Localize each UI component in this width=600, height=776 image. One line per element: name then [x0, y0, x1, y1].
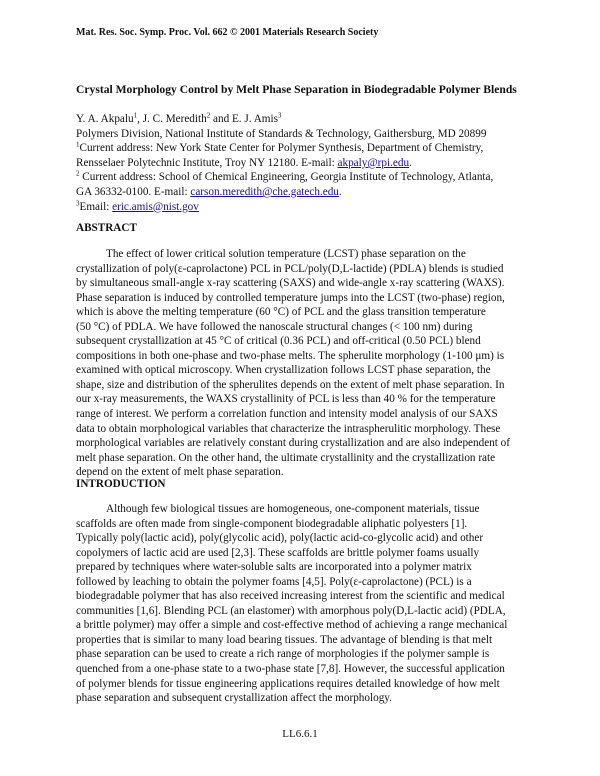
affiliation-2-cont: [76, 185, 546, 200]
abstract-line: shape, size and distribution of the spherulites depends on the extent of melt phase separation. In: [76, 378, 505, 391]
abstract-line: compositions in both one-phase and two-phase melts. The spherulite morphology (1-100 μm) is: [76, 349, 505, 362]
paper-title: Crystal Morphology Control by Melt Phase Separation in Biodegradable Polymer Blends: [76, 83, 517, 96]
affiliation-1: [76, 141, 546, 156]
introduction-line: quenched from a one-phase state to a two-phase state [7,8]. However, the successful application: [76, 663, 505, 676]
affiliation-2-sup: 2: [76, 169, 80, 178]
introduction-line: communities [1,6]. Blending PCL (an elastomer) with amorphous poly(D,L-lactic acid) (PDLA,: [76, 604, 506, 617]
abstract-line: crystallization of poly(ε-caprolactone) PCL in PCL/poly(D,L-lactide) (PDLA) blends is studied: [76, 262, 504, 275]
affiliation-1-text: Current address: New York State Center for Polymer Synthesis, Department of Chemistry,: [79, 142, 484, 155]
introduction-line: followed by leaching to obtain the polymer foams [4,5]. Poly(ε-caprolactone) (PCL) is a: [76, 575, 472, 588]
author-2-sup: 2: [206, 111, 211, 120]
introduction-heading: INTRODUCTION: [76, 478, 166, 490]
abstract-line: Phase separation is induced by controlled temperature jumps into the LCST (two-phase) region,: [76, 291, 505, 304]
abstract-line: by simultaneous small-angle x-ray scattering (SAXS) and wide-angle x-ray scattering (WAXS).: [76, 277, 505, 290]
author-line: [76, 112, 546, 127]
abstract-line: The effect of lower critical solution temperature (LCST) phase separation on the: [106, 248, 466, 260]
abstract-line: our x-ray measurements, the WAXS crystallinity of PCL is less than 40 % for the temperature: [76, 393, 496, 406]
author-1: Y. A. Akpalu: [76, 113, 134, 125]
affiliation-1-sup: 1: [76, 140, 80, 149]
introduction-body: [76, 502, 534, 706]
introduction-line: Typically poly(lactic acid), poly(glycolic acid), poly(lactic acid-co-glycolic acid) and other: [76, 532, 484, 545]
introduction-line: phase separation can be used to create a rich range of morphologies if the polymer sample is: [76, 648, 490, 661]
author-2: , J. C. Meredith: [137, 113, 207, 125]
abstract-line: examined with optical microscopy. When crystallization follows LCST phase separation, the: [76, 364, 491, 377]
email-link-meredith[interactable]: carson.meredith@che.gatech.edu: [190, 185, 339, 198]
abstract-body: [76, 247, 534, 480]
author-3-sup: 3: [277, 111, 282, 120]
email-link-amis[interactable]: eric.amis@nist.gov: [112, 200, 199, 213]
abstract-line: subsequent crystallization at 45 °C of critical (0.36 PCL) and off-critical (0.50 PCL) blend: [76, 335, 481, 348]
abstract-line: depend on the extent of melt phase separation.: [76, 466, 284, 479]
affiliation-3-text: Email:: [79, 200, 113, 213]
affiliation-1-cont: [76, 156, 546, 171]
introduction-line: Although few biological tissues are homogeneous, one-component materials, tissue: [106, 503, 480, 515]
affiliation-main: Polymers Division, National Institute of Standards & Technology, Gaithersburg, MD 20899: [76, 127, 487, 140]
abstract-line: range of interest. We perform a correlation function and intensity model analysis of our SAXS: [76, 408, 498, 421]
authors-affiliations: [76, 112, 546, 214]
affiliation-2: [76, 170, 546, 185]
affiliation-1-cont-text: Rensselaer Polytechnic Institute, Troy NY 12180. E-mail:: [76, 156, 338, 169]
abstract-line: which is above the melting temperature (60 °C) of PCL and the glass transition temperature: [76, 306, 486, 319]
introduction-line: scaffolds are often made from single-component biodegradable aliphatic polyesters [1].: [76, 517, 468, 530]
email-link-akpalu[interactable]: akpaly@rpi.edu: [337, 156, 410, 169]
journal-header: Mat. Res. Soc. Symp. Proc. Vol. 662 © 2001 Materials Research Society: [76, 27, 379, 38]
introduction-line: a brittle polymer) may offer a simple and cost-effective method of achieving a range mechanical: [76, 619, 508, 632]
affiliation-3: [76, 200, 546, 215]
page-number: LL6.6.1: [282, 728, 318, 740]
abstract-line: (50 °C) of PDLA. We have followed the nanoscale structural changes (< 100 nm) during: [76, 320, 473, 333]
introduction-line: biodegradable polymer that has also received increasing interest from the scientific and medical: [76, 590, 505, 603]
abstract-heading: ABSTRACT: [76, 222, 137, 234]
introduction-line: phase separation and subsequent crystallization affect the morphology.: [76, 692, 392, 705]
affiliation-3-sup: 3: [76, 198, 80, 207]
affiliation-1-end: .: [409, 156, 412, 169]
introduction-line: of polymer blends for tissue engineering applications requires detailed knowledge of how melt: [76, 677, 500, 690]
affiliation-2-text: Current address: School of Chemical Engineering, Georgia Institute of Technology, Atlanta,: [79, 171, 494, 184]
author-3: and E. J. Amis: [210, 113, 278, 125]
introduction-line: properties that is similar to many load bearing tissues. The advantage of blending is that melt: [76, 633, 493, 646]
abstract-line: melt phase separation. On the other hand, the ultimate crystallinity and the crystallization rate: [76, 451, 496, 464]
abstract-line: data to obtain morphological variables that characterize the intraspherulitic morphology. These: [76, 422, 501, 435]
affiliation-2-end: .: [338, 185, 342, 198]
introduction-line: copolymers of lactic acid are used [2,3]. These scaffolds are brittle polymer foams usually: [76, 546, 480, 559]
affiliation-2-cont-text: GA 36332-0100. E-mail:: [76, 185, 191, 198]
author-1-sup: 1: [133, 111, 138, 120]
abstract-line: morphological variables are relatively constant during crystallization and are also independent of: [76, 437, 510, 450]
introduction-line: prepared by techniques where water-soluble salts are incorporated into a polymer matrix: [76, 561, 472, 574]
